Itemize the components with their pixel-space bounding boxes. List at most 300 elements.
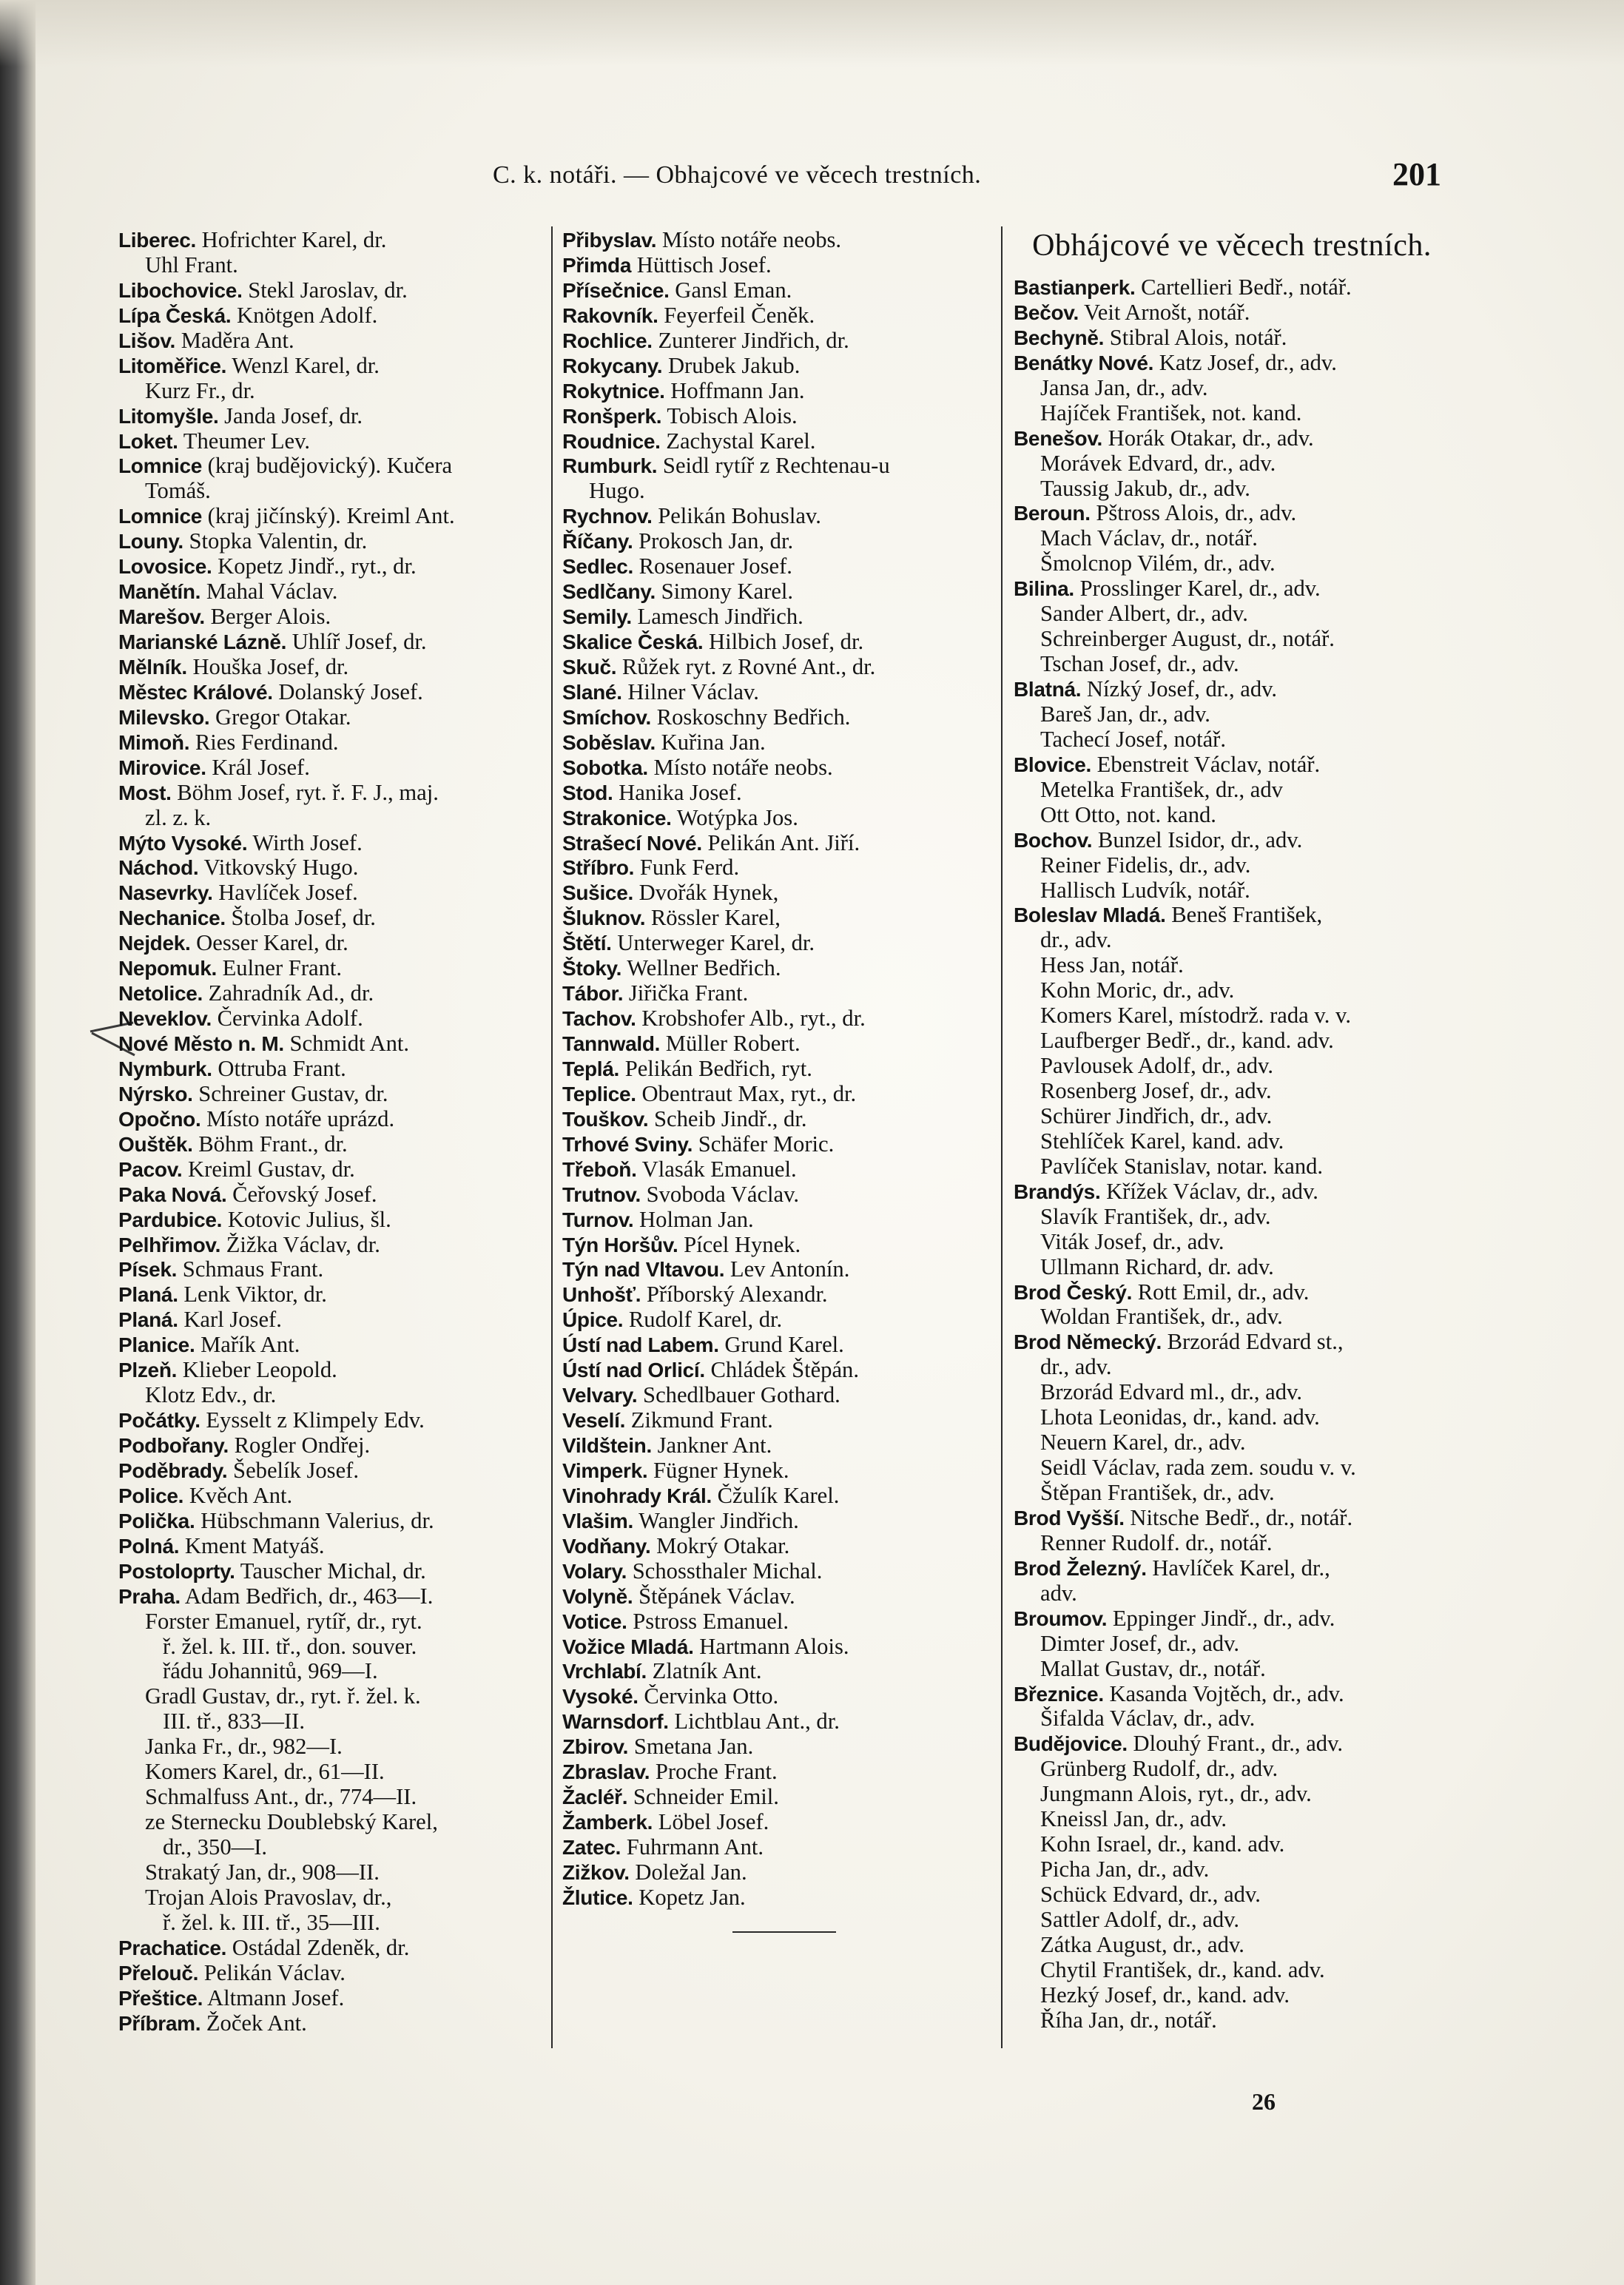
directory-continuation: [1014, 1958, 1450, 1983]
place-name: Brandýs.: [1014, 1179, 1101, 1203]
place-name: Poděbrady.: [118, 1458, 228, 1482]
entry-text: Vitkovský Hugo.: [198, 855, 359, 881]
directory-entry: [562, 253, 1006, 278]
entry-text: Reiner Fidelis, dr., adv.: [1040, 852, 1251, 878]
directory-continuation: [118, 1760, 559, 1785]
directory-entry: [562, 1785, 1006, 1810]
directory-entry: [118, 1308, 559, 1333]
entry-text: dr., 350—I.: [163, 1835, 268, 1860]
entry-text: Kreiml Gustav, dr.: [182, 1157, 355, 1182]
place-name: Šluknov.: [562, 906, 646, 930]
directory-entry: [1014, 677, 1450, 702]
entry-text: Šifalda Václav, dr., adv.: [1040, 1706, 1256, 1732]
directory-entry: [118, 1986, 559, 2011]
entry-text: Smetana Jan.: [628, 1734, 754, 1760]
entry-text: Schück Edvard, dr., adv.: [1040, 1882, 1261, 1907]
entry-text: Eulner Frant.: [216, 956, 343, 981]
directory-entry: [118, 605, 559, 630]
directory-continuation: [1014, 1882, 1450, 1908]
place-name: Bechyně.: [1014, 326, 1105, 349]
place-name: Blatná.: [1014, 678, 1082, 701]
directory-entry: [118, 680, 559, 705]
entry-text: Drubek Jakub.: [662, 353, 801, 378]
entry-text: Ebenstreit Václav, notář.: [1091, 752, 1321, 777]
directory-continuation: [1014, 627, 1450, 652]
entry-text: Slavík František, dr., adv.: [1040, 1204, 1271, 1229]
entry-text: Pelikán Václav.: [198, 1960, 346, 1985]
directory-entry: [562, 1308, 1006, 1333]
entry-text: Rogler Ondřej.: [228, 1433, 371, 1458]
entry-text: Pavlousek Adolf, dr., adv.: [1040, 1054, 1273, 1079]
directory-entry: [118, 1132, 559, 1157]
entry-text: Ostádal Zdeněk, dr.: [226, 1935, 410, 1960]
entry-text: Brzorád Edvard ml., dr., adv.: [1040, 1380, 1302, 1405]
directory-entry: [118, 630, 559, 655]
place-name: Vožice Mladá.: [562, 1635, 694, 1658]
directory-entry: [118, 1107, 559, 1132]
entry-text: Svoboda Václav.: [640, 1182, 800, 1207]
entry-text: Gradl Gustav, dr., ryt. ř. žel. k.: [145, 1684, 421, 1709]
directory-continuation: [118, 1709, 559, 1734]
running-title: C. k. notáři. — Obhajcové ve věcech trestních.: [493, 161, 982, 189]
column-notaries-b: [562, 228, 1006, 1933]
place-name: Lípa Česká.: [118, 303, 232, 327]
directory-entry: [118, 655, 559, 680]
entry-text: Pelikán Ant. Jiří.: [701, 830, 860, 855]
directory-continuation: [1014, 928, 1450, 953]
place-name: Vysoké.: [562, 1685, 639, 1709]
directory-entry: [118, 1936, 559, 1961]
entry-text: Jiřička Frant.: [623, 981, 749, 1006]
place-name: Žacléř.: [562, 1786, 628, 1809]
directory-entry: [562, 1734, 1006, 1760]
directory-continuation: [1014, 803, 1450, 828]
directory-continuation: [1014, 401, 1450, 426]
directory-entry: [562, 956, 1006, 981]
directory-continuation: [1014, 1054, 1450, 1079]
entry-text: Horák Otakar, dr., adv.: [1102, 425, 1314, 451]
directory-entry: [118, 730, 559, 756]
entry-text: Roskoschny Bedřich.: [651, 704, 851, 730]
place-name: Nasevrky.: [118, 881, 213, 905]
entry-text: Klieber Leopold.: [177, 1358, 337, 1383]
entry-text: Hofrichter Karel, dr.: [195, 228, 387, 252]
directory-continuation: [1014, 376, 1450, 401]
place-name: Týn nad Vltavou.: [562, 1258, 725, 1282]
entry-text: Simony Karel.: [655, 579, 794, 605]
directory-entry: [1014, 501, 1450, 526]
signature-mark: 26: [1252, 2088, 1276, 2115]
entry-text: Žoček Ant.: [201, 2010, 307, 2036]
directory-entry: [562, 354, 1006, 379]
place-name: Rokytnice.: [562, 379, 665, 403]
place-name: Benešov.: [1014, 426, 1103, 450]
entry-text: Dlouhý Frant., dr., adv.: [1127, 1732, 1344, 1757]
place-name: Městec Králové.: [118, 680, 273, 704]
entry-text: Kment Matyáš.: [179, 1533, 325, 1558]
directory-entry: [562, 730, 1006, 756]
directory-entry: [562, 1760, 1006, 1785]
entry-text: Příborský Alexandr.: [641, 1282, 828, 1308]
entry-text: Dimter Josef, dr., adv.: [1040, 1631, 1240, 1656]
entry-text: Schürer Jindřich, dr., adv.: [1040, 1103, 1273, 1128]
directory-continuation: [118, 1835, 559, 1860]
directory-entry: [562, 1509, 1006, 1534]
place-name: Mirovice.: [118, 756, 206, 779]
directory-entry: [118, 1961, 559, 1986]
directory-entry: [562, 1006, 1006, 1032]
place-name: Sedlec.: [562, 555, 633, 579]
entry-text: Král Josef.: [206, 755, 310, 780]
place-name: Sobotka.: [562, 756, 648, 779]
directory-entry: [1014, 903, 1450, 928]
entry-text: (kraj budějovický). Kučera: [202, 454, 453, 479]
directory-entry: [118, 705, 559, 730]
directory-entry: [118, 1458, 559, 1484]
directory-entry: [562, 329, 1006, 354]
directory-entry: [562, 931, 1006, 956]
entry-text: Zunterer Jindřich, dr.: [652, 328, 849, 353]
directory-entry: [562, 1659, 1006, 1684]
place-name: Teplá.: [562, 1057, 620, 1080]
entry-text: Havlíček Karel, dr.,: [1146, 1555, 1330, 1581]
place-name: Stříbro.: [562, 856, 635, 880]
place-name: Tachov.: [562, 1007, 636, 1031]
entry-text: Hoffmann Jan.: [664, 378, 805, 403]
entry-text: Kvěch Ant.: [183, 1483, 293, 1508]
directory-entry: [562, 404, 1006, 429]
entry-text: Schossthaler Michal.: [627, 1558, 823, 1584]
directory-entry: [562, 1132, 1006, 1157]
directory-continuation: [1014, 1706, 1450, 1732]
directory-entry: [118, 1032, 559, 1057]
directory-entry: [1014, 1280, 1450, 1305]
entry-text: Nitsche Bedř., dr., notář.: [1124, 1505, 1353, 1530]
entry-text: Pícel Hynek.: [678, 1232, 801, 1257]
directory-continuation: [118, 806, 559, 831]
place-name: Manětín.: [118, 580, 201, 604]
entry-text: Tschan Josef, dr., adv.: [1040, 652, 1239, 677]
entry-text: Forster Emanuel, rytíř, dr., ryt.: [145, 1609, 422, 1634]
entry-text: Knötgen Adolf.: [231, 303, 378, 328]
place-name: Nýrsko.: [118, 1082, 193, 1106]
entry-text: Jankner Ant.: [651, 1433, 772, 1458]
entry-text: Maděra Ant.: [175, 328, 294, 353]
directory-entry: [562, 228, 1006, 253]
place-name: Planá.: [118, 1283, 178, 1307]
entry-text: Morávek Edvard, dr., adv.: [1040, 451, 1276, 476]
entry-text: adv.: [1040, 1581, 1077, 1606]
place-name: Veselí.: [562, 1409, 626, 1433]
entry-text: Červinka Otto.: [638, 1684, 779, 1709]
place-name: Podbořany.: [118, 1434, 229, 1457]
entry-text: Zátka August, dr., adv.: [1040, 1932, 1244, 1957]
page-number: 201: [1392, 156, 1441, 192]
directory-entry: [562, 1408, 1006, 1433]
entry-text: Zlatník Ant.: [647, 1659, 762, 1684]
entry-text: Říha Jan, dr., notář.: [1040, 2008, 1217, 2033]
place-name: Přeštice.: [118, 1986, 203, 2010]
directory-entry: [1014, 828, 1450, 853]
directory-entry: [1014, 1330, 1450, 1355]
entry-text: Hess Jan, notář.: [1040, 953, 1184, 978]
entry-text: Stekl Jaroslav, dr.: [242, 277, 408, 303]
directory-entry: [118, 1182, 559, 1208]
place-name: Neveklov.: [118, 1007, 212, 1031]
directory-entry: [118, 1257, 559, 1282]
entry-text: Seidl Václav, rada zem. soudu v. v.: [1040, 1456, 1356, 1481]
entry-text: Lhota Leonidas, dr., kand. adv.: [1040, 1405, 1320, 1430]
entry-text: Theumer Lev.: [178, 428, 311, 454]
place-name: Netolice.: [118, 982, 203, 1006]
place-name: Praha.: [118, 1584, 181, 1608]
place-name: Polička.: [118, 1509, 195, 1532]
place-name: Police.: [118, 1484, 184, 1507]
directory-continuation: [1014, 878, 1450, 903]
directory-entry: [1014, 275, 1450, 300]
place-name: Březnice.: [1014, 1682, 1104, 1706]
directory-entry: [562, 1860, 1006, 1885]
entry-text: Schmalfuss Ant., dr., 774—II.: [145, 1785, 417, 1810]
entry-text: Lev Antonín.: [724, 1257, 850, 1282]
entry-text: Kasanda Vojtěch, dr., adv.: [1103, 1681, 1344, 1706]
directory-entry: [562, 504, 1006, 529]
place-name: Úpice.: [562, 1308, 624, 1332]
entry-text: Schmaus Frant.: [177, 1257, 324, 1282]
entry-text: Hilbich Josef, dr.: [703, 630, 864, 654]
directory-continuation: [1014, 1104, 1450, 1129]
directory-entry: [118, 303, 559, 329]
place-name: Rochlice.: [562, 329, 653, 352]
directory-continuation: [1014, 1380, 1450, 1405]
entry-text: Fuhrmann Ant.: [621, 1835, 764, 1860]
entry-text: Scheib Jindř., dr.: [648, 1106, 807, 1131]
place-name: Vinohrady Král.: [562, 1484, 712, 1507]
place-name: Brod Železný.: [1014, 1556, 1147, 1580]
entry-text: Rosenberg Josef, dr., adv.: [1040, 1079, 1272, 1103]
directory-entry: [118, 906, 559, 931]
directory-continuation: [1014, 451, 1450, 477]
entry-text: Rudolf Karel, dr.: [623, 1308, 783, 1333]
place-name: Počátky.: [118, 1409, 201, 1433]
entry-text: Kneissl Jan, dr., adv.: [1040, 1807, 1227, 1832]
directory-entry: [118, 1006, 559, 1032]
entry-text: dr., adv.: [1040, 928, 1112, 953]
directory-entry: [562, 1835, 1006, 1860]
place-name: Říčany.: [562, 530, 633, 553]
entry-text: Schedlbauer Gothard.: [637, 1383, 840, 1408]
entry-text: Schmidt Ant.: [283, 1032, 410, 1056]
place-name: Unhošť.: [562, 1283, 641, 1307]
entry-text: Feyerfeil Čeněk.: [658, 303, 815, 328]
entry-text: Lenk Viktor, dr.: [178, 1282, 327, 1308]
directory-entry: [1014, 1179, 1450, 1205]
directory-continuation: [1014, 1632, 1450, 1657]
directory-continuation: [562, 479, 1006, 504]
directory-entry: [118, 504, 559, 529]
directory-entry: [118, 454, 559, 479]
entry-text: Sander Albert, dr., adv.: [1040, 602, 1248, 627]
directory-entry: [562, 981, 1006, 1006]
directory-continuation: [118, 1810, 559, 1835]
entry-text: Picha Jan, dr., adv.: [1040, 1857, 1210, 1882]
entry-text: Ottruba Frant.: [212, 1056, 346, 1081]
entry-text: Eysselt z Klimpely Edv.: [200, 1408, 425, 1433]
directory-continuation: [1014, 778, 1450, 803]
entry-text: Wotýpka Jos.: [671, 805, 798, 830]
directory-continuation: [1014, 1003, 1450, 1029]
column-end-rule: [732, 1931, 836, 1933]
directory-entry: [118, 881, 559, 906]
entry-text: Tachecí Josef, notář.: [1040, 727, 1226, 752]
place-name: Vlašim.: [562, 1509, 633, 1532]
place-name: Vrchlabí.: [562, 1660, 647, 1683]
place-name: Rumburk.: [562, 454, 658, 478]
entry-text: Místo notáře neobs.: [656, 228, 842, 252]
column-defenders: [1014, 228, 1450, 2033]
entry-text: Místo notáře neobs.: [647, 755, 833, 780]
place-name: Most.: [118, 781, 172, 804]
place-name: Přimda: [562, 253, 632, 277]
entry-text: Gregor Otakar.: [209, 704, 351, 730]
place-name: Pelhřimov.: [118, 1233, 221, 1256]
entry-text: Kopetz Jindř., ryt., dr.: [212, 554, 417, 579]
directory-entry: [562, 655, 1006, 680]
place-name: Bastianperk.: [1014, 276, 1136, 299]
directory-continuation: [1014, 853, 1450, 878]
entry-text: Stibral Alois, notář.: [1104, 325, 1287, 350]
directory-continuation: [118, 479, 559, 504]
entry-text: Šebelík Josef.: [227, 1458, 359, 1483]
place-name: Bilina.: [1014, 577, 1074, 601]
entry-text: Žižka Václav, dr.: [220, 1232, 380, 1257]
entry-text: ze Sternecku Doublebský Karel,: [145, 1810, 438, 1835]
place-name: Nové Město n. M.: [118, 1032, 284, 1055]
entry-text: Proche Frant.: [650, 1760, 778, 1785]
place-name: Loket.: [118, 429, 178, 453]
entry-text: Unterweger Karel, dr.: [611, 931, 815, 956]
entry-text: Veit Arnošt, notář.: [1078, 300, 1250, 325]
place-name: Roudnice.: [562, 429, 661, 453]
directory-continuation: [1014, 1983, 1450, 2008]
entry-text: Tomáš.: [145, 479, 211, 504]
page-top-shadow: [0, 0, 1624, 67]
directory-continuation: [1014, 1230, 1450, 1255]
entry-text: Hugo.: [589, 479, 645, 504]
entry-text: Karl Josef.: [178, 1308, 282, 1333]
entry-text: Chládek Štěpán.: [704, 1358, 859, 1383]
entry-text: Pavlíček Stanislav, notar. kand.: [1040, 1154, 1324, 1179]
directory-entry: [562, 1182, 1006, 1208]
directory-continuation: [118, 1684, 559, 1709]
place-name: Lomnice: [118, 454, 203, 478]
directory-continuation: [1014, 1456, 1450, 1481]
entry-text: Mahal Václav.: [201, 579, 338, 605]
entry-text: Wenzl Karel, dr.: [226, 353, 380, 378]
entry-text: Ott Otto, not. kand.: [1040, 802, 1216, 827]
entry-text: Ullmann Richard, dr. adv.: [1040, 1254, 1274, 1279]
directory-continuation: [1014, 1355, 1450, 1380]
place-name: Nejdek.: [118, 932, 191, 955]
place-name: Ronšperk.: [562, 404, 662, 428]
directory-entry: [562, 1433, 1006, 1458]
directory-continuation: [1014, 1581, 1450, 1606]
entry-text: Strakatý Jan, dr., 908—II.: [145, 1860, 380, 1885]
entry-text: Woldan František, dr., adv.: [1040, 1305, 1283, 1330]
directory-entry: [562, 1709, 1006, 1734]
entry-text: Gansl Eman.: [669, 277, 792, 303]
entry-text: Havlíček Josef.: [212, 881, 358, 906]
place-name: Slané.: [562, 680, 622, 704]
place-name: Warnsdorf.: [562, 1710, 669, 1734]
place-name: Strakonice.: [562, 806, 672, 829]
place-name: Benátky Nové.: [1014, 351, 1154, 374]
directory-entry: [562, 1157, 1006, 1182]
directory-entry: [118, 404, 559, 429]
place-name: Brod Vyšší.: [1014, 1506, 1125, 1529]
entry-text: zl. z. k.: [145, 805, 212, 830]
entry-text: Berger Alois.: [204, 605, 331, 630]
directory-entry: [118, 1333, 559, 1358]
place-name: Nymburk.: [118, 1057, 212, 1080]
entry-text: Lichtblau Ant., dr.: [668, 1709, 840, 1734]
directory-entry: [118, 2011, 559, 2036]
entry-text: Pelikán Bedřich, ryt.: [619, 1056, 812, 1081]
directory-entry: [562, 1635, 1006, 1660]
place-name: Turnov.: [562, 1208, 634, 1231]
entry-text: Komers Karel, místodrž. rada v. v.: [1040, 1003, 1351, 1029]
entry-text: ř. žel. k. III. tř., don. souver.: [163, 1634, 417, 1659]
place-name: Příbram.: [118, 2011, 201, 2035]
place-name: Přísečnice.: [562, 278, 670, 302]
directory-entry: [562, 806, 1006, 831]
place-name: Paka Nová.: [118, 1182, 227, 1206]
directory-entry: [1014, 1732, 1450, 1757]
place-name: Liberec.: [118, 229, 196, 252]
directory-entry: [562, 1810, 1006, 1835]
directory-continuation: [1014, 652, 1450, 677]
directory-entry: [118, 429, 559, 454]
place-name: Brod Německý.: [1014, 1330, 1162, 1354]
directory-entry: [562, 781, 1006, 806]
entry-text: Eppinger Jindř., dr., adv.: [1107, 1606, 1335, 1631]
entry-text: Grünberg Rudolf, dr., adv.: [1040, 1757, 1278, 1782]
entry-text: Štěpan František, dr., adv.: [1040, 1481, 1275, 1505]
place-name: Zbraslav.: [562, 1760, 650, 1784]
directory-continuation: [118, 253, 559, 278]
place-name: Nepomuk.: [118, 957, 217, 980]
entry-text: Jungmann Alois, ryt., dr., adv.: [1040, 1782, 1312, 1807]
place-name: Louny.: [118, 530, 183, 553]
directory-continuation: [1014, 1481, 1450, 1506]
place-name: Libochovice.: [118, 278, 243, 302]
directory-entry: [562, 1107, 1006, 1132]
entry-text: Zikmund Frant.: [625, 1408, 773, 1433]
directory-entry: [118, 1509, 559, 1534]
entry-text: Kotovic Julius, šl.: [222, 1207, 391, 1232]
directory-entry: [1014, 300, 1450, 326]
directory-continuation: [118, 1635, 559, 1660]
place-name: Votice.: [562, 1609, 627, 1633]
directory-entry: [562, 579, 1006, 605]
entry-text: Janda Josef, dr.: [218, 403, 363, 428]
entry-text: Adam Bedřich, dr., 463—I.: [180, 1584, 434, 1609]
directory-entry: [562, 454, 1006, 479]
place-name: Semily.: [562, 605, 632, 629]
directory-continuation: [1014, 602, 1450, 627]
directory-entry: [562, 881, 1006, 906]
entry-text: Laufberger Bedř., dr., kand. adv.: [1040, 1029, 1334, 1054]
